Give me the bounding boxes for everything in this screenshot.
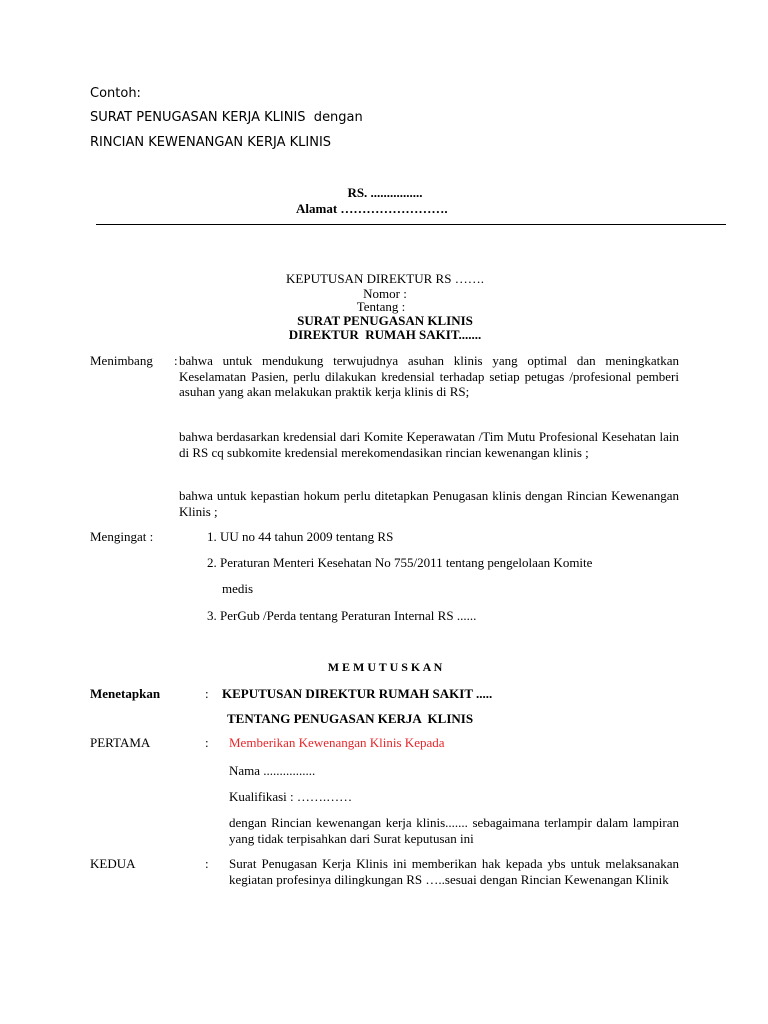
menimbang-label: Menimbang xyxy=(90,353,153,368)
decree-nomor: Nomor : xyxy=(363,286,407,301)
menimbang-paragraph-1: bahwa untuk mendukung terwujudnya asuhan klinis yang optimal dan meningkatkan Keselamatan Pasien, perlu dilakukan kredensial terhadap setiap petugas /profesional pemberi asuhan yang akan melakukan praktik kerja klinis di RS; xyxy=(179,353,679,399)
memutuskan-heading: M E M U T U S K A N xyxy=(327,660,443,674)
mengingat-label: Mengingat : xyxy=(90,529,154,544)
pertama-label: PERTAMA xyxy=(90,735,151,750)
example-title-line1: SURAT PENUGASAN KERJA KLINIS dengan xyxy=(90,110,363,125)
pertama-nama: Nama ................ xyxy=(229,763,316,778)
kedua-label: KEDUA xyxy=(90,856,136,871)
menetapkan-line2: TENTANG PENUGASAN KERJA KLINIS xyxy=(227,711,474,726)
kedua-colon: : xyxy=(205,856,209,871)
kedua-text: Surat Penugasan Kerja Klinis ini memberikan hak kepada ybs untuk melaksanakan kegiatan profesinya dilingkungan RS …..sesuai dengan Rincian Kewenangan Klinik xyxy=(229,856,679,887)
example-title-line2: RINCIAN KEWENANGAN KERJA KLINIS xyxy=(90,135,332,150)
pertama-text: dengan Rincian kewenangan kerja klinis....... sebagaimana terlampir dalam lampiran yang tidak terpisahkan dari Surat keputusan ini xyxy=(229,815,679,846)
pertama-kualifikasi: Kualifikasi : …….…… xyxy=(229,789,353,804)
decree-tentang: Tentang : xyxy=(356,299,406,314)
menimbang-paragraph-3: bahwa untuk kepastian hokum perlu ditetapkan Penugasan klinis dengan Rincian Kewenangan Klinis ; xyxy=(179,488,679,519)
letterhead-alamat: Alamat ……………………. xyxy=(296,201,448,216)
example-label: Contoh: xyxy=(90,86,141,101)
letterhead-rs: RS. ................ xyxy=(347,185,423,200)
mengingat-item-3: 3. PerGub /Perda tentang Peraturan Internal RS ...... xyxy=(207,608,477,623)
decree-subject-line2: DIREKTUR RUMAH SAKIT....... xyxy=(288,327,482,342)
menimbang-paragraph-2: bahwa berdasarkan kredensial dari Komite Keperawatan /Tim Mutu Profesional Kesehatan lain di RS cq subkomite kredensial merekomendasikan rincian kewenangan klinis ; xyxy=(179,429,679,460)
mengingat-item-2: 2. Peraturan Menteri Kesehatan No 755/2011 tentang pengelolaan Komite xyxy=(207,555,593,570)
letterhead-rule xyxy=(96,224,726,225)
mengingat-item-2-continued: medis xyxy=(222,581,254,596)
menimbang-colon: : xyxy=(174,353,178,368)
menetapkan-label: Menetapkan xyxy=(90,686,161,701)
menetapkan-colon: : xyxy=(205,686,209,701)
pertama-colon: : xyxy=(205,735,209,750)
mengingat-item-1: 1. UU no 44 tahun 2009 tentang RS xyxy=(207,529,394,544)
decree-subject-line1: SURAT PENUGASAN KLINIS xyxy=(297,313,473,328)
pertama-heading: Memberikan Kewenangan Klinis Kepada xyxy=(229,735,445,750)
decree-title: KEPUTUSAN DIREKTUR RS ……. xyxy=(286,271,484,286)
menetapkan-line1: KEPUTUSAN DIREKTUR RUMAH SAKIT ..... xyxy=(222,686,493,701)
